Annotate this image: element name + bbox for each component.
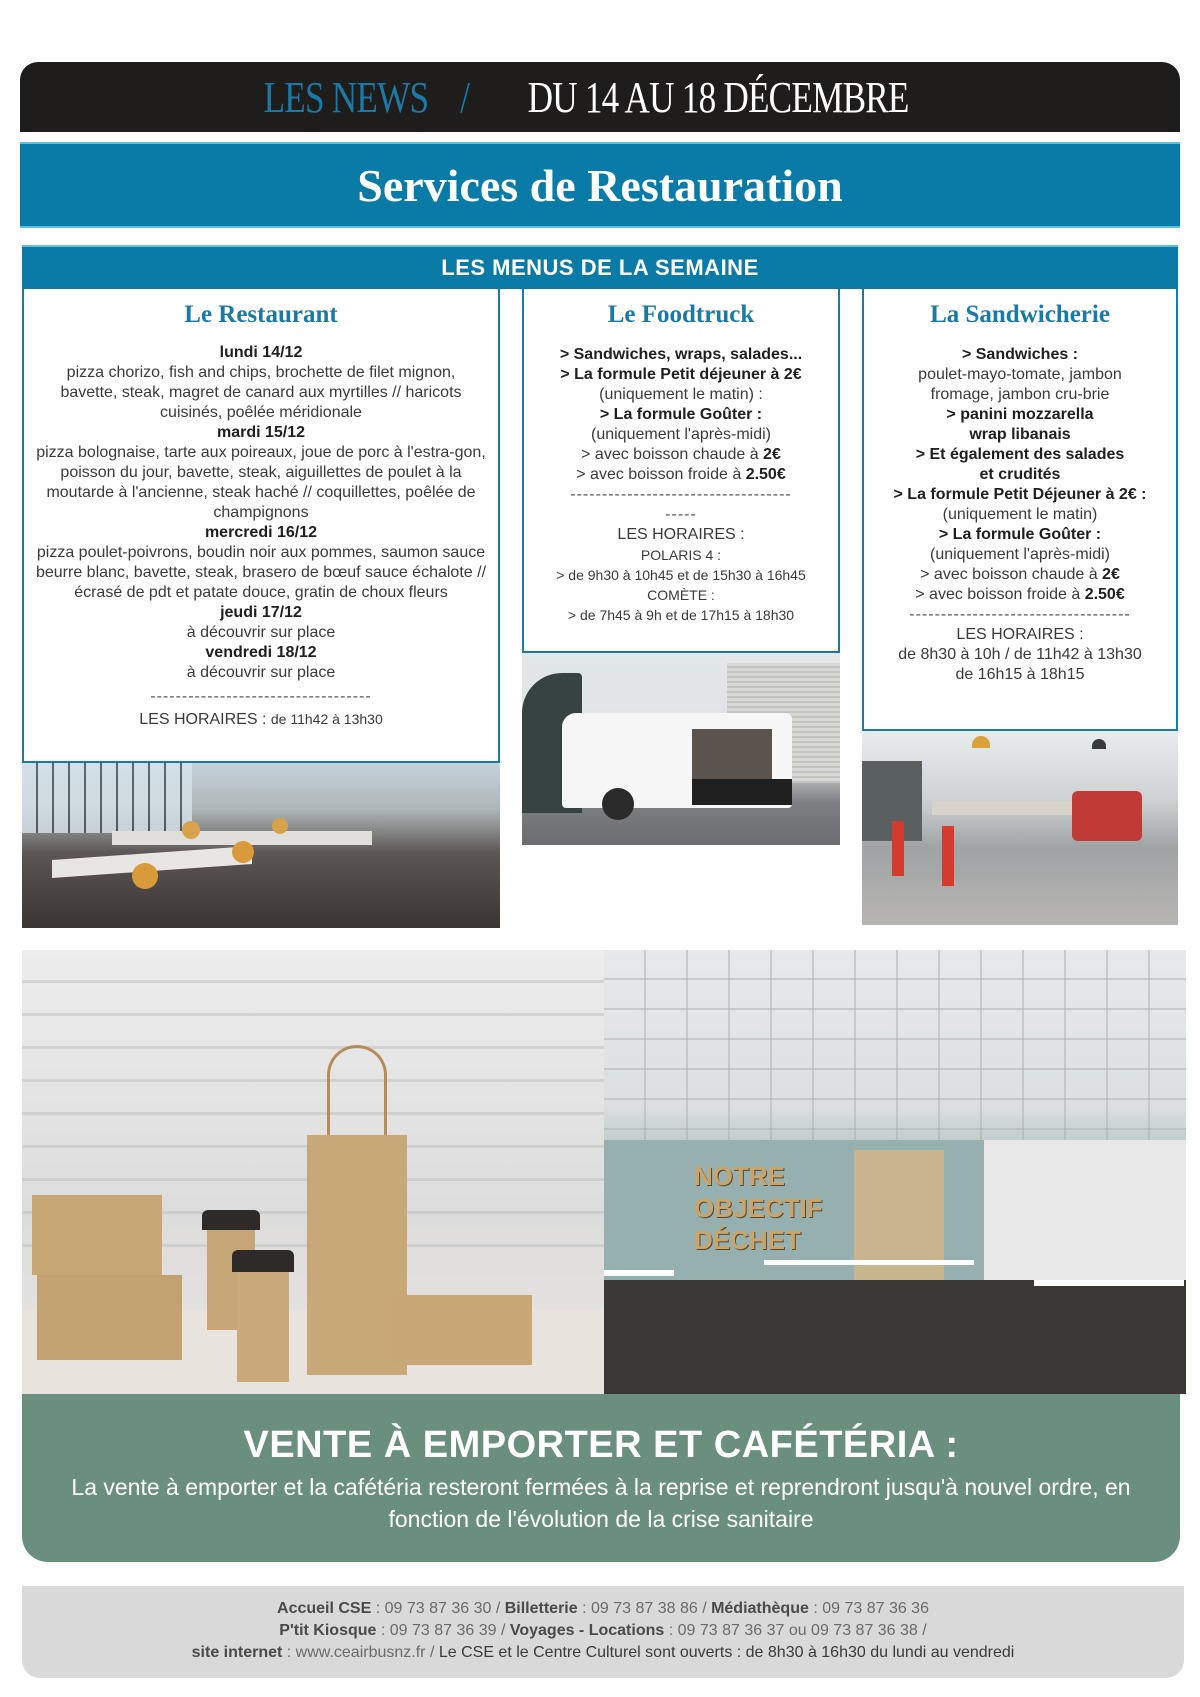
contact-label: Accueil CSE xyxy=(277,1600,372,1617)
foodtruck-menu xyxy=(524,333,838,625)
sandwicherie-title: La Sandwicherie xyxy=(930,301,1110,328)
wall-text-line: DÉCHET xyxy=(694,1225,801,1255)
opening-hours: Le CSE et le Centre Culturel sont ouverts : de 8h30 à 16h30 du lundi au vendredi xyxy=(438,1644,1015,1661)
restaurant-hours xyxy=(34,709,488,730)
menu-line: > La formule Goûter : xyxy=(938,526,1102,543)
wall-text-line: NOTRE xyxy=(694,1161,785,1191)
day-label: mardi 15/12 xyxy=(216,424,306,441)
location-hours: > de 7h45 à 9h et de 17h15 à 18h30 xyxy=(567,607,795,623)
hot-drink-label: > avec boisson chaude à xyxy=(581,446,764,463)
menu-line: > La formule Petit Déjeuner à 2€ : xyxy=(893,486,1147,503)
newsletter-header xyxy=(20,62,1180,132)
hours-value: de 8h30 à 10h / de 11h42 à 13h30 xyxy=(898,646,1142,663)
day-menu: pizza poulet-poivrons, boudin noir aux pommes, saumon sauce beurre blanc, bavette, steak, brasero de bœuf sauce échalote // écrasé de pdt et patate douce, gratin de choux fleurs xyxy=(35,544,487,601)
menus-section-header: LES MENUS DE LA SEMAINE xyxy=(22,245,1178,289)
menu-line: (uniquement le matin) : xyxy=(599,386,763,403)
contact-phone: : 09 73 87 38 86 / xyxy=(577,1600,712,1617)
contact-phone: : 09 73 87 36 36 xyxy=(808,1600,929,1617)
contact-footer xyxy=(22,1586,1184,1678)
zero-waste-wall-text xyxy=(694,1160,834,1256)
hot-drink-price: 2€ xyxy=(1102,566,1120,583)
footer-line xyxy=(22,1598,1184,1620)
sandwicherie-photo xyxy=(862,731,1178,925)
wall-text-line: OBJECTIF xyxy=(694,1193,823,1223)
restaurant-menu xyxy=(24,333,498,730)
menu-line: > Sandwiches : xyxy=(961,346,1079,363)
restaurant-photo xyxy=(22,763,500,928)
day-label: mercredi 16/12 xyxy=(204,524,318,541)
menu-line: > La formule Petit déjeuner à 2€ xyxy=(560,366,802,383)
divider: ----------------------------------- xyxy=(909,606,1131,623)
day-menu: pizza bolognaise, tarte aux poireaux, joue de porc à l'estra-gon, poisson du jour, bavette, steak, aiguillettes de poulet à la moutarde à l'ancienne, steak haché // coquillettes, poêlée de champignons xyxy=(36,444,486,521)
menu-line: > panini mozzarella xyxy=(946,406,1094,423)
hours-label: LES HORAIRES : xyxy=(956,626,1084,643)
hot-drink-price: 2€ xyxy=(763,446,781,463)
footer-line xyxy=(22,1642,1184,1664)
cold-drink-label: > avec boisson froide à xyxy=(915,586,1085,603)
takeaway-cafeteria-notice xyxy=(22,1394,1180,1562)
cold-drink-line xyxy=(874,585,1166,605)
contact-label: Billetterie xyxy=(504,1600,578,1617)
location-hours: > de 9h30 à 10h45 et de 15h30 à 16h45 xyxy=(556,567,806,583)
menu-line: (uniquement le matin) xyxy=(942,506,1098,523)
foodtruck-title: Le Foodtruck xyxy=(607,301,755,328)
hot-drink-line xyxy=(534,445,828,465)
day-label: jeudi 17/12 xyxy=(220,604,302,621)
cold-drink-line xyxy=(534,465,828,485)
menu-line: et crudités xyxy=(979,466,1061,483)
foodtruck-column xyxy=(522,289,840,653)
foodtruck-photo xyxy=(522,653,840,845)
website-label: site internet xyxy=(191,1644,283,1661)
day-menu: à découvrir sur place xyxy=(186,624,336,641)
contact-label: Voyages - Locations xyxy=(509,1622,665,1639)
hours-label: LES HORAIRES : xyxy=(139,711,267,728)
header-dates: DU 14 AU 18 DÉCEMBRE xyxy=(528,72,910,122)
page-title: Services de Restauration xyxy=(20,142,1180,228)
contact-phone: : 09 73 87 36 39 / xyxy=(376,1622,510,1639)
cafeteria-photo xyxy=(604,950,1186,1394)
contact-label: P'tit Kiosque xyxy=(279,1622,377,1639)
menu-line: > La formule Goûter : xyxy=(599,406,763,423)
hot-drink-line xyxy=(874,565,1166,585)
cold-drink-price: 2.50€ xyxy=(1084,586,1125,603)
hot-drink-label: > avec boisson chaude à xyxy=(920,566,1103,583)
hours-value: de 11h42 à 13h30 xyxy=(270,711,383,727)
day-menu: à découvrir sur place xyxy=(186,664,336,681)
location-name: POLARIS 4 : xyxy=(640,547,722,563)
location-name: COMÈTE : xyxy=(647,587,715,603)
contact-phone: : 09 73 87 36 37 ou 09 73 87 36 38 / xyxy=(664,1622,927,1639)
divider: ----- xyxy=(665,506,697,523)
cold-drink-label: > avec boisson froide à xyxy=(576,466,746,483)
menu-line: wrap libanais xyxy=(969,426,1071,443)
menu-line: poulet-mayo-tomate, jambon xyxy=(918,366,1122,383)
day-label: vendredi 18/12 xyxy=(205,644,317,661)
day-label: lundi 14/12 xyxy=(219,344,303,361)
news-label: LES NEWS xyxy=(263,72,429,122)
contact-phone: : 09 73 87 36 30 / xyxy=(371,1600,505,1617)
cold-drink-price: 2.50€ xyxy=(745,466,786,483)
sandwicherie-column xyxy=(862,289,1178,731)
divider: ----------------------------------- xyxy=(570,486,792,503)
menu-line: > Sandwiches, wraps, salades... xyxy=(559,346,803,363)
day-menu: pizza chorizo, fish and chips, brochette de filet mignon, bavette, steak, magret de canard aux myrtilles // haricots cuisinés, poêlée méridionale xyxy=(60,364,462,421)
contact-label: Médiathèque xyxy=(711,1600,809,1617)
website-link[interactable]: : www.ceairbusnz.fr / xyxy=(282,1644,439,1661)
restaurant-title: Le Restaurant xyxy=(184,301,338,328)
takeaway-photo xyxy=(22,950,604,1394)
notice-title: VENTE À EMPORTER ET CAFÉTÉRIA : xyxy=(243,1424,959,1466)
divider: ----------------------------------- xyxy=(150,688,372,705)
sandwicherie-menu xyxy=(864,333,1176,685)
hours-label: LES HORAIRES : xyxy=(617,526,745,543)
header-separator: / xyxy=(460,72,470,122)
restaurant-column xyxy=(22,289,500,763)
footer-line xyxy=(22,1620,1184,1642)
menu-line: fromage, jambon cru-brie xyxy=(930,386,1110,403)
menu-line: (uniquement l'après-midi) xyxy=(590,426,771,443)
menu-line: > Et également des salades xyxy=(915,446,1125,463)
hours-value: de 16h15 à 18h15 xyxy=(955,666,1085,683)
notice-text: La vente à emporter et la cafétéria resteront fermées à la reprise et reprendront jusqu'à nouvel ordre, en fonction de l'évolution de la crise sanitaire xyxy=(71,1474,1131,1532)
menu-line: (uniquement l'après-midi) xyxy=(929,546,1110,563)
